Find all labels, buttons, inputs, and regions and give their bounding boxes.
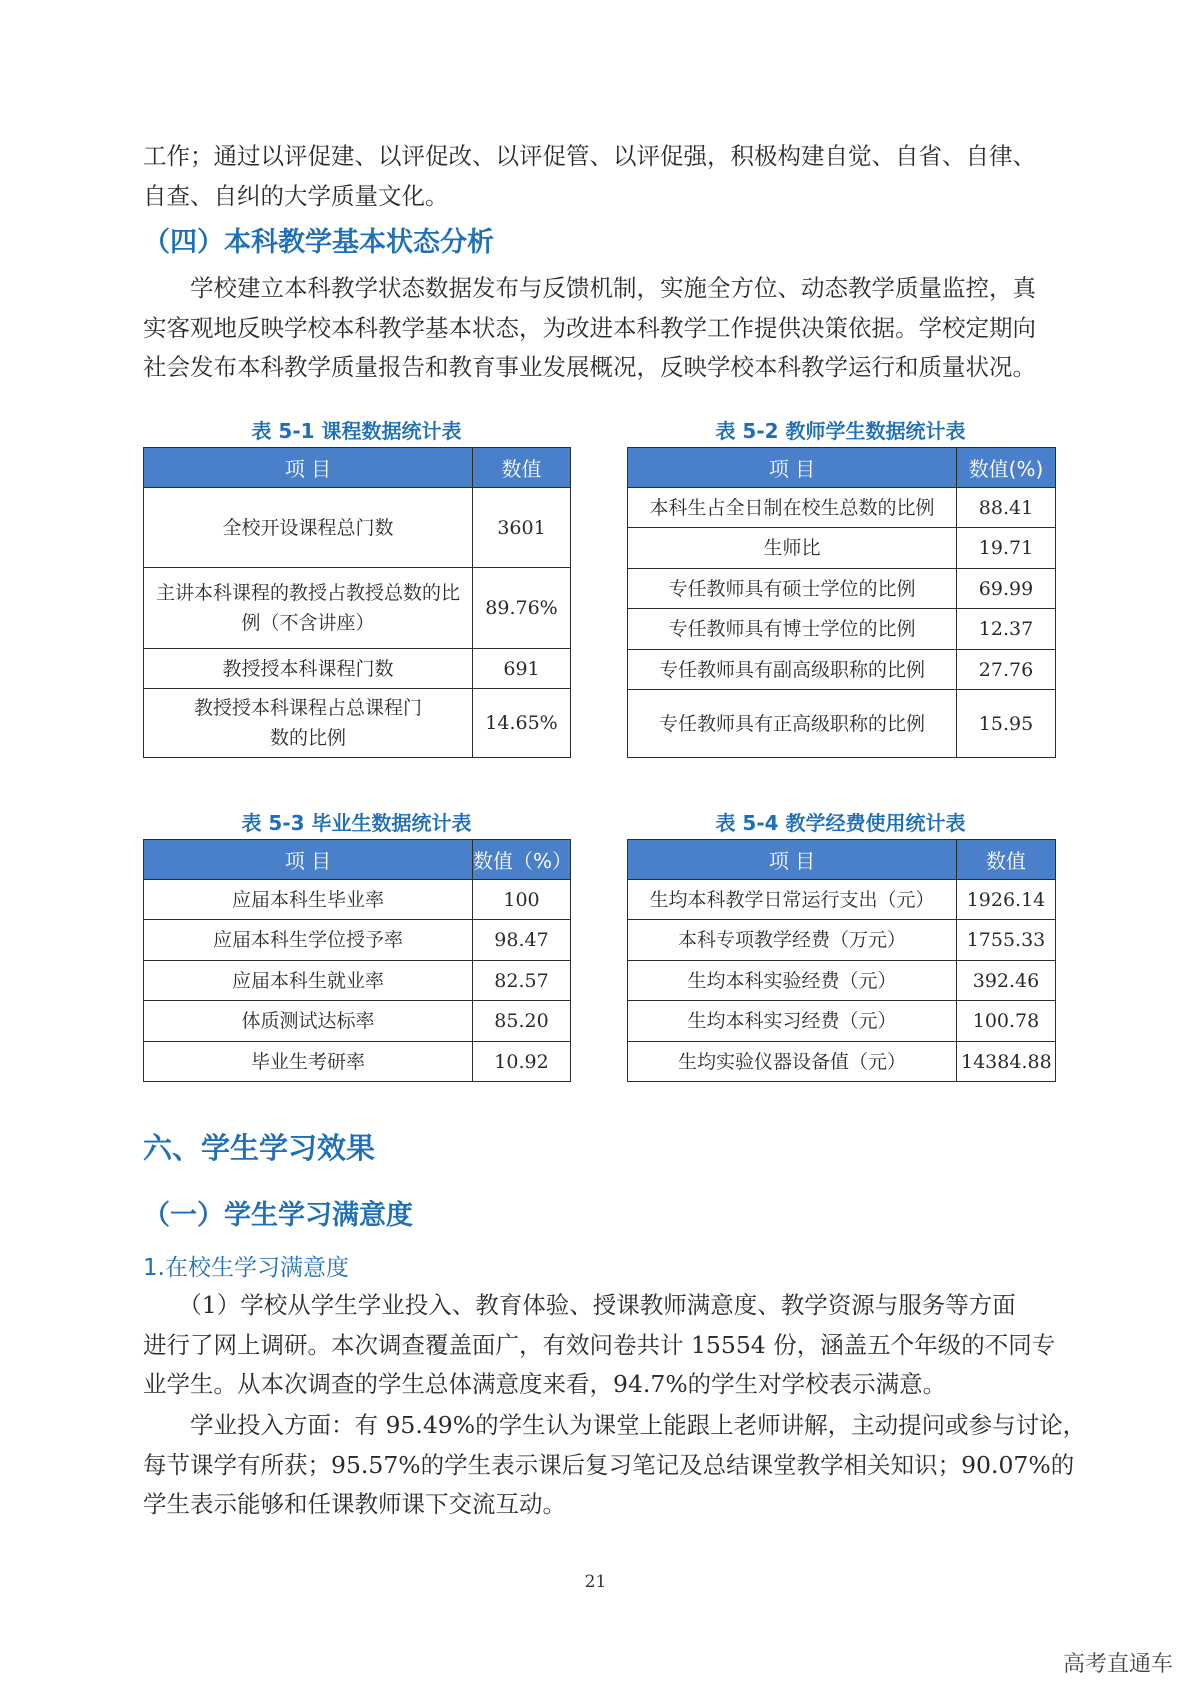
table-caption: 表 5-2 教师学生数据统计表 (715, 419, 966, 443)
value-cell: 100 (473, 880, 571, 920)
teacher-student-data-table (627, 447, 1056, 758)
watermark-text: 高考直通车 (1062, 1652, 1173, 1677)
value-cell: 85.20 (473, 1001, 571, 1042)
table-row (144, 880, 571, 920)
table-row (628, 569, 1056, 609)
table-caption: 表 5-4 教学经费使用统计表 (715, 811, 966, 835)
value-cell: 10.92 (473, 1042, 571, 1082)
value-cell: 12.37 (957, 609, 1056, 650)
column-header: 数值(%) (957, 448, 1056, 488)
intro-paragraph (143, 137, 1055, 216)
value-cell: 1755.33 (957, 920, 1056, 961)
column-header: 数值（%） (473, 840, 571, 880)
table-row (628, 880, 1056, 920)
paragraph-line: 社会发布本科教学质量报告和教育事业发展概况，反映学校本科教学运行和质量状况。 (143, 353, 1036, 381)
item-cell: 主讲本科课程的教授占教授总数的比例（不含讲座） (144, 568, 473, 649)
section-paragraph (143, 269, 1055, 388)
section-heading: （四）本科教学基本状态分析 (143, 227, 494, 258)
value-cell: 3601 (473, 488, 571, 568)
graduate-data-table (143, 839, 571, 1082)
value-cell: 27.76 (957, 650, 1056, 690)
paragraph-line: 自查、自纠的大学质量文化。 (143, 181, 449, 210)
table-row (628, 961, 1056, 1001)
item-cell: 教授授本科课程门数 (144, 649, 473, 689)
chapter-heading: 六、学生学习效果 (143, 1131, 376, 1165)
item-cell: 生师比 (628, 528, 957, 569)
value-cell: 88.41 (957, 488, 1056, 528)
paragraph-line: 进行了网上调研。本次调查覆盖面广，有效问卷共计 15554 份，涵盖五个年级的不同专 (143, 1330, 1056, 1359)
table-row (628, 488, 1056, 528)
value-cell: 14384.88 (957, 1042, 1056, 1082)
table-row (144, 1042, 571, 1082)
item-cell: 毕业生考研率 (144, 1042, 473, 1082)
item-cell: 生均本科教学日常运行支出（元） (628, 880, 957, 920)
table-row (144, 488, 571, 568)
table-row (628, 1042, 1056, 1082)
table-row (144, 649, 571, 689)
table-row (144, 961, 571, 1001)
page-number: 21 (584, 1572, 607, 1592)
table-row (628, 920, 1056, 961)
table-row (144, 920, 571, 961)
paragraph-line: （1）学校从学生学业投入、教育体验、授课教师满意度、教学资源与服务等方面 (143, 1291, 1016, 1319)
value-cell: 14.65% (473, 689, 571, 758)
table-row (628, 609, 1056, 650)
item-cell: 专任教师具有副高级职称的比例 (628, 650, 957, 690)
item-cell: 生均本科实验经费（元） (628, 961, 957, 1001)
item-cell: 专任教师具有正高级职称的比例 (628, 690, 957, 758)
paragraph-line: 学业投入方面：有 95.49%的学生认为课堂上能跟上老师讲解，主动提问或参与讨论， (143, 1411, 1087, 1439)
survey-paragraph (143, 1286, 1055, 1405)
item-cell: 应届本科生毕业率 (144, 880, 473, 920)
column-header: 项 目 (144, 448, 473, 488)
item-cell: 本科生占全日制在校生总数的比例 (628, 488, 957, 528)
table-row (144, 1001, 571, 1042)
table-row (628, 690, 1056, 758)
item-cell: 应届本科生就业率 (144, 961, 473, 1001)
item-cell: 生均实验仪器设备值（元） (628, 1042, 957, 1082)
paragraph-line: 业学生。从本次调查的学生总体满意度来看，94.7%的学生对学校表示满意。 (143, 1370, 947, 1398)
column-header: 数值 (957, 840, 1056, 880)
subsection-heading: 1.在校生学习满意度 (143, 1255, 349, 1281)
table-caption: 表 5-1 课程数据统计表 (251, 419, 462, 443)
item-cell: 生均本科实习经费（元） (628, 1001, 957, 1042)
paragraph-line: 工作；通过以评促建、以评促改、以评促管、以评促强，积极构建自觉、自省、自律、 (143, 142, 1036, 170)
paragraph-line: 学生表示能够和任课教师课下交流互动。 (143, 1490, 566, 1518)
value-cell: 100.78 (957, 1001, 1056, 1042)
paragraph-line: 实客观地反映学校本科教学基本状态，为改进本科教学工作提供决策依据。学校定期向 (143, 313, 1036, 342)
column-header: 项 目 (628, 840, 957, 880)
column-header: 项 目 (628, 448, 957, 488)
study-input-paragraph (143, 1406, 1087, 1525)
value-cell: 691 (473, 649, 571, 689)
item-cell: 全校开设课程总门数 (144, 488, 473, 568)
table-row (628, 650, 1056, 690)
table-row (628, 528, 1056, 569)
value-cell: 82.57 (473, 961, 571, 1001)
value-cell: 392.46 (957, 961, 1056, 1001)
value-cell: 98.47 (473, 920, 571, 961)
value-cell: 69.99 (957, 569, 1056, 609)
table-row (144, 689, 571, 758)
item-cell: 本科专项教学经费（万元） (628, 920, 957, 961)
item-cell: 专任教师具有博士学位的比例 (628, 609, 957, 650)
course-data-table (143, 447, 571, 758)
paragraph-line: 学校建立本科教学状态数据发布与反馈机制，实施全方位、动态教学质量监控，真 (143, 274, 1036, 302)
value-cell: 15.95 (957, 690, 1056, 758)
column-header: 项 目 (144, 840, 473, 880)
item-cell: 专任教师具有硕士学位的比例 (628, 569, 957, 609)
column-header: 数值 (473, 448, 571, 488)
teaching-funds-table (627, 839, 1056, 1082)
value-cell: 89.76% (473, 568, 571, 649)
item-cell: 教授授本科课程占总课程门数的比例 (144, 689, 473, 758)
value-cell: 1926.14 (957, 880, 1056, 920)
item-cell: 体质测试达标率 (144, 1001, 473, 1042)
table-caption: 表 5-3 毕业生数据统计表 (241, 811, 472, 835)
item-cell: 应届本科生学位授予率 (144, 920, 473, 961)
section-heading: （一）学生学习满意度 (143, 1200, 413, 1231)
paragraph-line: 每节课学有所获；95.57%的学生表示课后复习笔记及总结课堂教学相关知识；90.07%的 (143, 1450, 1075, 1479)
table-row (628, 1001, 1056, 1042)
table-row (144, 568, 571, 649)
value-cell: 19.71 (957, 528, 1056, 569)
